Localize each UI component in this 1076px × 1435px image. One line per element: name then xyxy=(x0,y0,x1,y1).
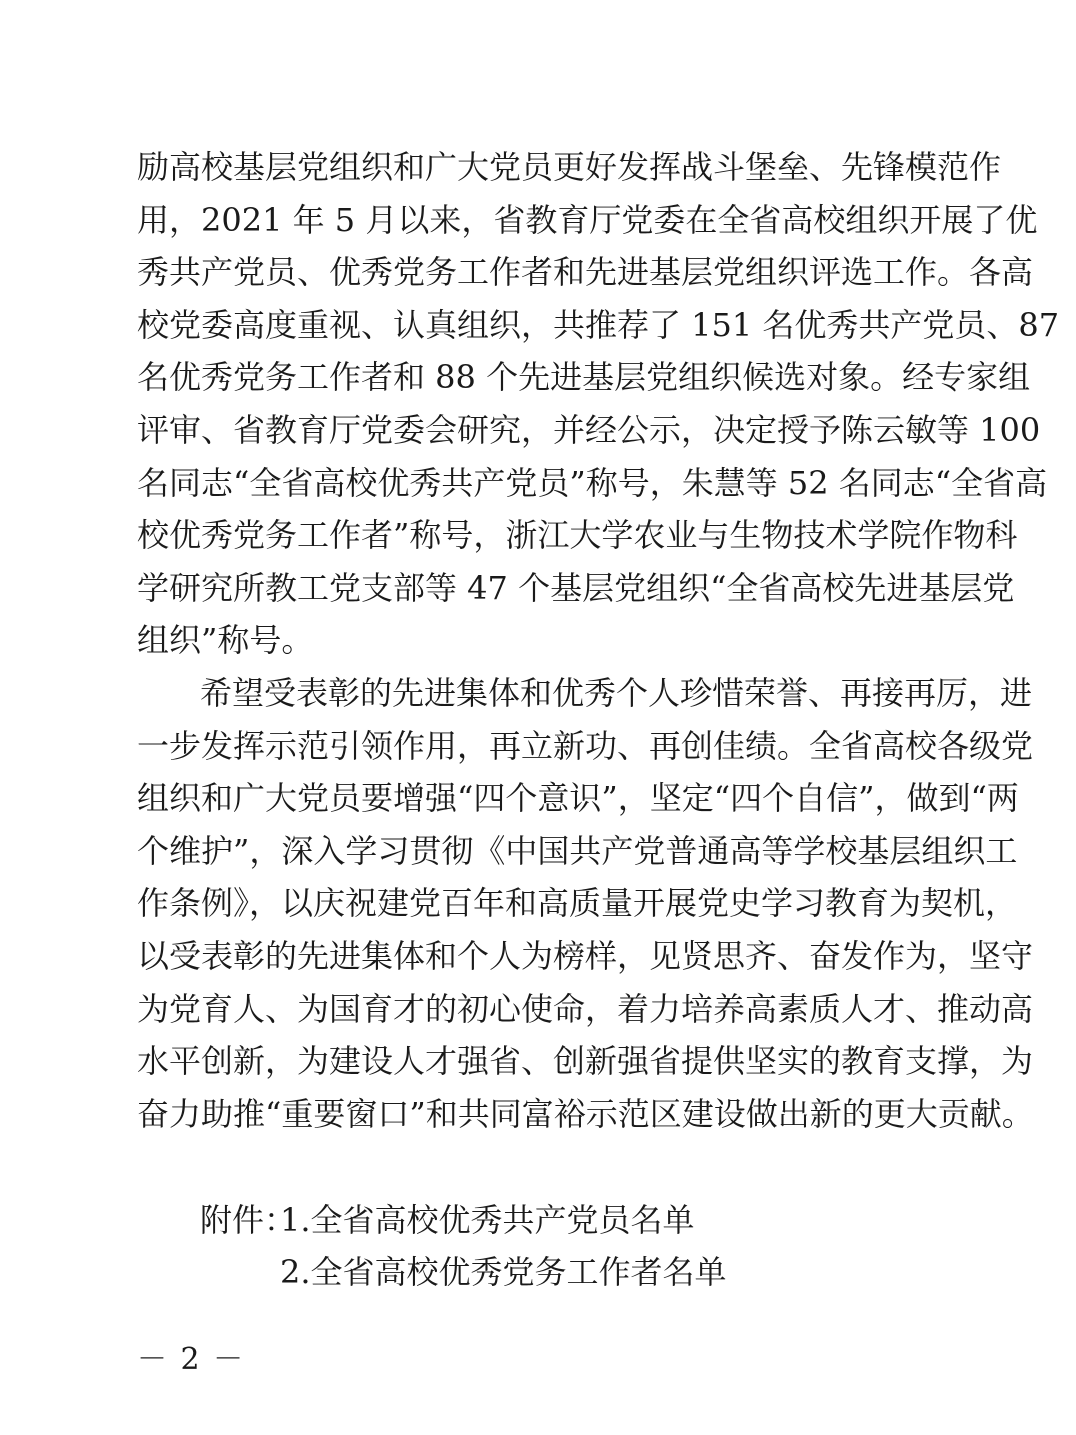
paragraph-1-line-8: 校优秀党务工作者”称号，浙江大学农业与生物技术学院作物科 xyxy=(137,516,1018,554)
paragraph-2-line-5: 作条例》，以庆祝建党百年和高质量开展党史学习教育为契机， xyxy=(137,884,1018,922)
paragraph-2-line-7: 为党育人、为国育才的初心使命，着力培养高素质人才、推动高 xyxy=(137,990,1034,1028)
paragraph-1-line-10: 组织”称号。 xyxy=(137,621,314,659)
paragraph-1-line-1: 励高校基层党组织和广大党员更好发挥战斗堡垒、先锋模范作 xyxy=(137,148,1002,186)
paragraph-1-line-6: 评审、省教育厅党委会研究，并经公示，决定授予陈云敏等 100 xyxy=(137,411,1041,449)
paragraph-2-line-4: 个维护”，深入学习贯彻《中国共产党普通高等学校基层组织工 xyxy=(137,832,1018,870)
paragraph-2-line-8: 水平创新，为建设人才强省、创新强省提供坚实的教育支撑，为 xyxy=(137,1042,1034,1080)
attachments-label: 附件： xyxy=(200,1201,297,1239)
paragraph-1-line-4: 校党委高度重视、认真组织，共推荐了 151 名优秀共产党员、87 xyxy=(137,306,1060,344)
attachment-item-1: 1.全省高校优秀共产党员名单 xyxy=(280,1201,695,1239)
paragraph-2-line-2: 一步发挥示范引领作用，再立新功、再创佳绩。全省高校各级党 xyxy=(137,727,1034,765)
paragraph-1-line-3: 秀共产党员、优秀党务工作者和先进基层党组织评选工作。各高 xyxy=(137,253,1034,291)
paragraph-2-line-3: 组织和广大党员要增强“四个意识”，坚定“四个自信”，做到“两 xyxy=(137,779,1019,817)
paragraph-1-line-2: 用，2021 年 5 月以来，省教育厅党委在全省高校组织开展了优 xyxy=(137,201,1038,239)
paragraph-1-line-9: 学研究所教工党支部等 47 个基层党组织“全省高校先进基层党 xyxy=(137,569,1015,607)
paragraph-2-line-1: 希望受表彰的先进集体和优秀个人珍惜荣誉、再接再厉，进 xyxy=(200,674,1033,712)
attachment-item-2: 2.全省高校优秀党务工作者名单 xyxy=(280,1253,727,1291)
paragraph-1-line-5: 名优秀党务工作者和 88 个先进基层党组织候选对象。经专家组 xyxy=(137,358,1031,396)
page-number: － 2 － xyxy=(137,1342,246,1377)
paragraph-2-line-9: 奋力助推“重要窗口”和共同富裕示范区建设做出新的更大贡献。 xyxy=(137,1095,1034,1133)
paragraph-2-line-6: 以受表彰的先进集体和个人为榜样，见贤思齐、奋发作为，坚守 xyxy=(137,937,1034,975)
paragraph-1-line-7: 名同志“全省高校优秀共产党员”称号，朱慧等 52 名同志“全省高 xyxy=(137,464,1048,502)
